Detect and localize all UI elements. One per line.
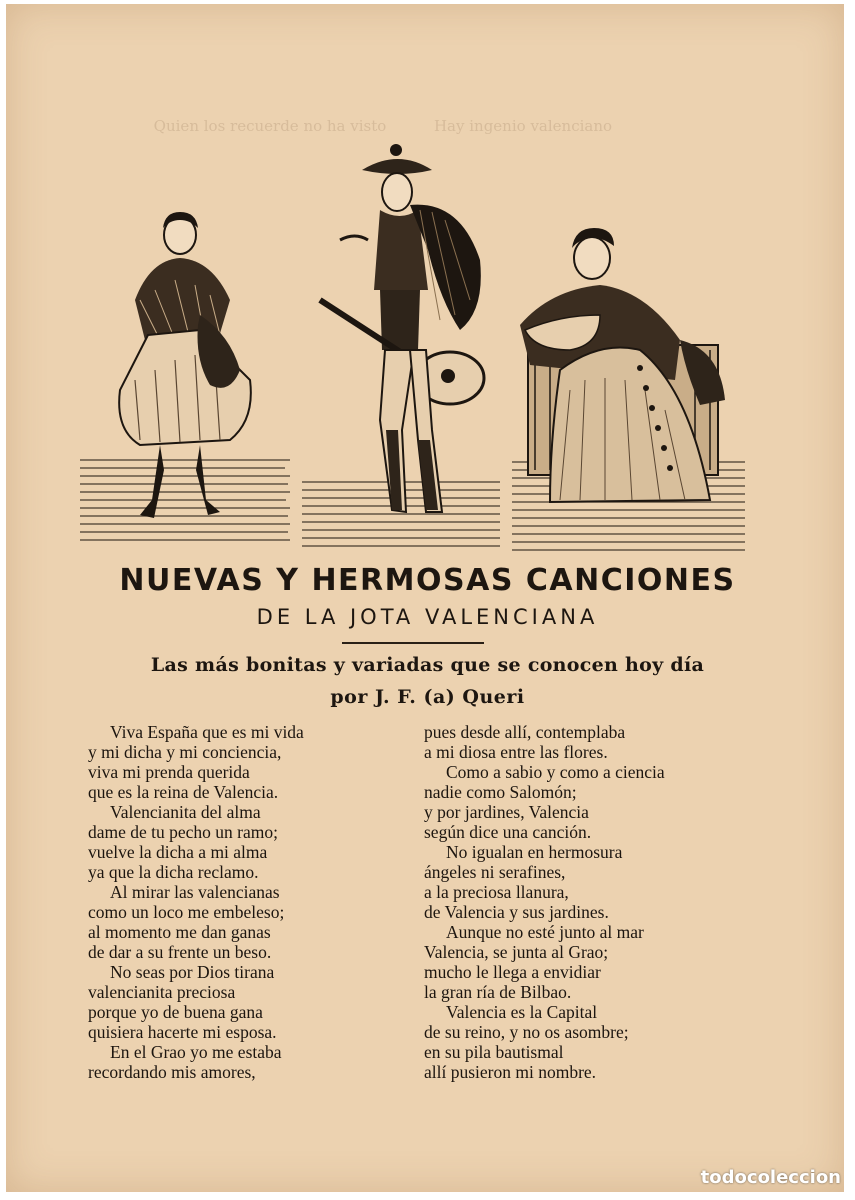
- verse-line: allí pusieron mi nombre.: [424, 1062, 597, 1082]
- verse-line: a la preciosa llanura,: [424, 882, 569, 902]
- verse-line: ya que la dicha reclamo.: [88, 862, 259, 882]
- verse-line: recordando mis amores,: [88, 1062, 256, 1082]
- verse-line: nadie como Salomón;: [424, 782, 577, 802]
- verse-line: vuelve la dicha a mi alma: [88, 842, 268, 862]
- woman-shawl-figure: [119, 212, 251, 518]
- verse-line: y mi dicha y mi conciencia,: [88, 742, 282, 762]
- verse-line: pues desde allí, contemplaba: [424, 722, 626, 742]
- verse-column-left: [88, 722, 408, 1082]
- verse-line: según dice una canción.: [424, 822, 592, 842]
- verse-column-right: [424, 722, 744, 1082]
- verse-line: Viva España que es mi vida: [110, 722, 304, 742]
- bleed-through-text: Quien los recuerde no ha visto Hay ingenio valenciano: [153, 117, 613, 135]
- verse-line: ángeles ni serafines,: [424, 862, 566, 882]
- verse-line: mucho le llega a envidiar: [424, 962, 601, 982]
- watermark-text: todocoleccion: [700, 1167, 841, 1188]
- verse-line: Valencia es la Capital: [446, 1002, 598, 1022]
- verse-line: a mi diosa entre las flores.: [424, 742, 608, 762]
- verse-line: de Valencia y sus jardines.: [424, 902, 609, 922]
- page-subtitle: DE LA JOTA VALENCIANA: [256, 605, 599, 629]
- verse-line: porque yo de buena gana: [88, 1002, 263, 1022]
- verse-line: como un loco me embeleso;: [88, 902, 285, 922]
- woodcut-illustration: [80, 140, 745, 552]
- verse-line: No seas por Dios tirana: [110, 962, 275, 982]
- verse-line: Al mirar las valencianas: [110, 882, 280, 902]
- verse-line: Aunque no esté junto al mar: [446, 922, 644, 942]
- author-line: por J. F. (a) Queri: [330, 686, 525, 708]
- verse-line: en su pila bautismal: [424, 1042, 564, 1062]
- verse-line: de su reino, y no os asombre;: [424, 1022, 629, 1042]
- verse-line: de dar a su frente un beso.: [88, 942, 272, 962]
- verse-line: y por jardines, Valencia: [424, 802, 589, 822]
- seated-woman-figure: [520, 228, 725, 502]
- watermark-logo: [701, 1167, 841, 1188]
- verse-line: la gran ría de Bilbao.: [424, 982, 572, 1002]
- verse-line: al momento me dan ganas: [88, 922, 271, 942]
- verse-line: En el Grao yo me estaba: [110, 1042, 282, 1062]
- verse-line: Valencianita del alma: [110, 802, 261, 822]
- verse-line: Como a sabio y como a ciencia: [446, 762, 665, 782]
- verse-line: que es la reina de Valencia.: [88, 782, 279, 802]
- verse-line: quisiera hacerte mi esposa.: [88, 1022, 277, 1042]
- verse-line: dame de tu pecho un ramo;: [88, 822, 279, 842]
- guitarist-figure: [320, 144, 484, 512]
- verse-line: viva mi prenda querida: [88, 762, 250, 782]
- verse-line: Valencia, se junta al Grao;: [424, 942, 609, 962]
- tagline: Las más bonitas y variadas que se conocen hoy día: [150, 654, 705, 676]
- verse-line: valencianita preciosa: [88, 982, 236, 1002]
- title-divider: [342, 642, 484, 644]
- verse-line: No igualan en hermosura: [446, 842, 623, 862]
- page-title: NUEVAS Y HERMOSAS CANCIONES: [119, 563, 736, 598]
